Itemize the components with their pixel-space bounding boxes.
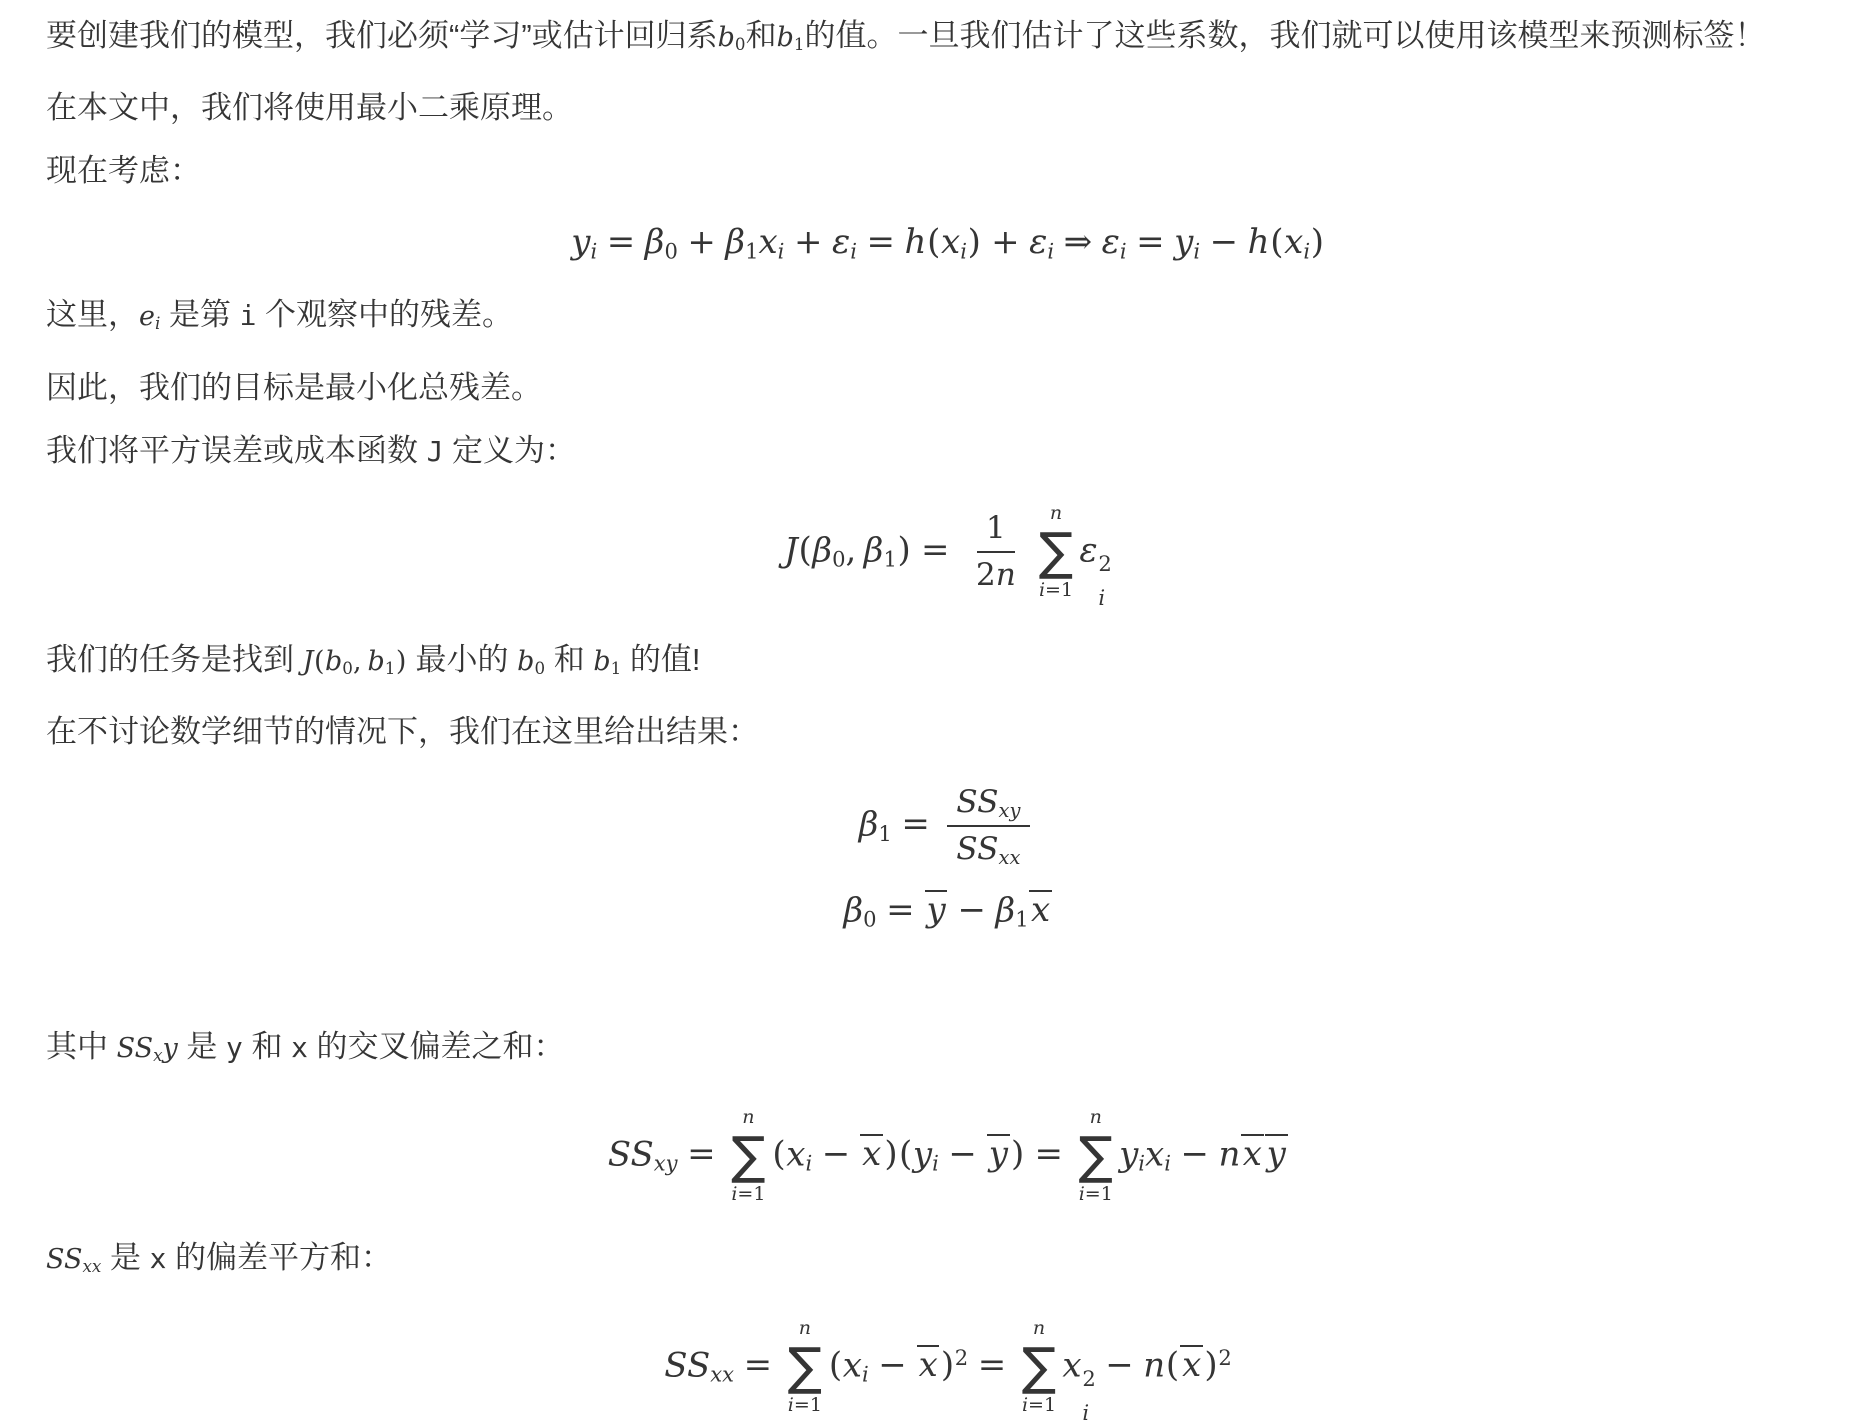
math-delimiter: ( bbox=[927, 222, 941, 263]
math-var: y bbox=[1119, 1134, 1139, 1175]
inline-math bbox=[718, 22, 746, 53]
math-var: SS bbox=[664, 1345, 711, 1386]
math-operator: − bbox=[1180, 1134, 1209, 1175]
math-var: ε bbox=[831, 222, 851, 263]
summation bbox=[788, 1318, 822, 1417]
math-sub: i bbox=[805, 1150, 813, 1176]
paragraph bbox=[46, 419, 1850, 483]
paragraph bbox=[46, 76, 1850, 139]
math-operator: = bbox=[606, 222, 636, 263]
math-sub: i bbox=[1303, 238, 1311, 264]
text-run: 在不讨论数学细节的情况下，我们在这里给出结果： bbox=[46, 713, 759, 749]
inline-code: x bbox=[291, 1030, 308, 1064]
fraction-numerator: 1 bbox=[977, 509, 1016, 553]
math-delimiter: ) bbox=[940, 1345, 955, 1386]
math-sub: xx bbox=[82, 1255, 102, 1276]
math-var: SS bbox=[46, 1243, 83, 1275]
text-run: 我们的任务是找到 bbox=[46, 641, 303, 677]
inline-code: y bbox=[226, 1030, 243, 1064]
paragraph bbox=[46, 139, 1850, 202]
math-delimiter: ) bbox=[1310, 222, 1325, 263]
sum-upper-limit: n bbox=[798, 1316, 811, 1339]
text-run: 是 bbox=[177, 1028, 227, 1064]
paragraph bbox=[46, 628, 1850, 700]
math-operator: = bbox=[1136, 222, 1165, 263]
math-operator: = bbox=[901, 804, 930, 845]
math-sub: i bbox=[1047, 238, 1055, 264]
math-var-bar: x bbox=[1182, 1345, 1202, 1386]
math-operator: − bbox=[878, 1345, 907, 1386]
math-sub: i bbox=[960, 238, 967, 264]
sigma-icon: ∑ bbox=[731, 1126, 766, 1186]
math-delimiter: ) bbox=[897, 530, 911, 571]
math-sub: i bbox=[861, 1361, 869, 1387]
math-operator: = bbox=[977, 1345, 1007, 1386]
math-var: β bbox=[812, 530, 833, 571]
math-sub: i bbox=[850, 238, 857, 264]
math-sub: i bbox=[932, 1150, 939, 1176]
math-var: J bbox=[784, 530, 798, 571]
math-sub: 1 bbox=[745, 238, 759, 264]
math-operator: = bbox=[886, 890, 915, 931]
math-var: b bbox=[517, 645, 535, 677]
math-operator: − bbox=[948, 1134, 977, 1175]
math-var-bar: x bbox=[918, 1345, 938, 1386]
math-var: x bbox=[941, 222, 961, 263]
math-formula bbox=[46, 783, 1850, 870]
math-var: x bbox=[1062, 1345, 1082, 1386]
math-sub: i bbox=[154, 313, 161, 334]
math-sub: i bbox=[1138, 1150, 1146, 1176]
text-run: 现在考虑： bbox=[46, 153, 201, 189]
math-sub: 0 bbox=[863, 906, 877, 932]
math-formula bbox=[46, 503, 1850, 608]
math-var: b bbox=[593, 645, 611, 677]
math-sup: 2 bbox=[954, 1344, 969, 1370]
math-delimiter: ( bbox=[828, 1345, 843, 1386]
inline-math bbox=[593, 646, 621, 677]
math-sub: 1 bbox=[1015, 906, 1029, 932]
math-operator: + bbox=[991, 222, 1020, 263]
math-var: b bbox=[367, 645, 385, 677]
math-sub: 0 bbox=[664, 238, 678, 264]
math-operator: = bbox=[687, 1134, 716, 1175]
math-sup: 2 bbox=[1082, 1365, 1096, 1391]
math-sub: i bbox=[1082, 1399, 1090, 1425]
sum-upper-limit: n bbox=[1089, 1105, 1102, 1128]
math-operator: − bbox=[1105, 1345, 1134, 1386]
math-delimiter: ( bbox=[898, 1134, 913, 1175]
blank-line bbox=[46, 952, 1850, 1015]
math-var: b bbox=[325, 645, 343, 677]
sigma-icon: ∑ bbox=[1021, 1337, 1057, 1397]
math-operator: = bbox=[866, 222, 895, 263]
math-sub: 1 bbox=[610, 657, 622, 678]
math-var: x bbox=[1145, 1134, 1165, 1175]
math-sub: i bbox=[1193, 238, 1201, 264]
inline-math bbox=[139, 301, 160, 332]
summation bbox=[1039, 503, 1073, 602]
math-var: β bbox=[863, 530, 884, 571]
fraction-denominator: 2n bbox=[975, 556, 1016, 593]
math-operator: = bbox=[1034, 1134, 1063, 1175]
math-sub: 1 bbox=[793, 34, 805, 55]
text-run: 要创建我们的模型，我们必须“学习”或估计回归系 bbox=[46, 18, 718, 53]
math-sub: 0 bbox=[534, 657, 546, 678]
text-run: 其中 bbox=[46, 1028, 117, 1064]
math-var: β bbox=[644, 222, 665, 263]
math-delimiter: ) bbox=[1011, 1134, 1025, 1175]
math-var: SS bbox=[956, 783, 999, 820]
text-run: 这里， bbox=[46, 297, 139, 333]
math-var: β bbox=[843, 890, 864, 931]
inline-code: i bbox=[239, 299, 257, 333]
math-operator: − bbox=[957, 890, 987, 931]
math-var: h bbox=[1247, 222, 1270, 263]
paragraph bbox=[46, 356, 1850, 419]
math-operator: = bbox=[920, 530, 950, 571]
math-var-bar: y bbox=[926, 890, 946, 931]
math-operator: + bbox=[687, 222, 716, 263]
math-operator: − bbox=[821, 1134, 851, 1175]
math-operator: = bbox=[743, 1345, 773, 1386]
math-var: b bbox=[776, 22, 794, 53]
math-comma: , bbox=[845, 530, 857, 571]
summation bbox=[731, 1107, 765, 1206]
inline-code: x bbox=[149, 1241, 167, 1275]
text-run: 在本文中，我们将使用最小二乘原理。 bbox=[46, 90, 573, 126]
math-var-bar: x bbox=[1030, 890, 1051, 931]
paragraph bbox=[46, 700, 1850, 763]
fraction-denominator bbox=[947, 827, 1030, 870]
math-sub: i bbox=[1119, 238, 1127, 264]
math-delimiter: ( bbox=[1165, 1345, 1180, 1386]
math-var: SS bbox=[956, 830, 999, 867]
math-sub: xx bbox=[710, 1361, 735, 1387]
math-sub: 0 bbox=[832, 546, 846, 572]
math-delimiter: ( bbox=[798, 530, 812, 571]
math-var: ε bbox=[1101, 222, 1120, 263]
sum-lower-limit: i=1 bbox=[1078, 1182, 1113, 1205]
math-var: x bbox=[1284, 222, 1304, 263]
paragraph bbox=[46, 1226, 1850, 1298]
sum-lower-limit: i=1 bbox=[1038, 578, 1074, 601]
math-sub: xy bbox=[998, 798, 1021, 822]
math-var: y bbox=[162, 1032, 178, 1064]
math-sub: 1 bbox=[878, 820, 892, 846]
math-sub: 1 bbox=[384, 657, 396, 678]
math-var: e bbox=[139, 301, 155, 333]
text-run: 和 bbox=[242, 1028, 292, 1064]
sum-lower-limit: i=1 bbox=[787, 1393, 822, 1416]
text-run: 是第 bbox=[160, 297, 240, 333]
math-supsub bbox=[1098, 550, 1112, 610]
sigma-icon: ∑ bbox=[1038, 522, 1074, 582]
math-sub: 1 bbox=[883, 546, 897, 572]
paragraph bbox=[46, 4, 1850, 76]
math-var: x bbox=[842, 1345, 862, 1386]
math-delimiter: ) bbox=[1204, 1345, 1218, 1386]
math-var: SS bbox=[116, 1032, 154, 1064]
math-var: J bbox=[302, 645, 314, 677]
math-var: y bbox=[1174, 222, 1194, 263]
math-formula bbox=[46, 890, 1850, 932]
sigma-icon: ∑ bbox=[787, 1337, 823, 1397]
math-formula bbox=[46, 1107, 1850, 1206]
text-run: 的交叉偏差之和： bbox=[307, 1028, 565, 1064]
text-run: 的偏差平方和： bbox=[166, 1239, 393, 1275]
math-operator: − bbox=[1209, 222, 1239, 263]
math-var: n bbox=[1218, 1134, 1241, 1175]
math-formula bbox=[46, 222, 1850, 263]
math-var: x bbox=[758, 222, 778, 263]
math-delimiter: ) bbox=[967, 222, 981, 263]
math-comma: , bbox=[352, 645, 362, 677]
math-sub: i bbox=[590, 238, 598, 264]
text-run: 的值! bbox=[621, 641, 701, 677]
math-var: β bbox=[725, 222, 746, 263]
math-var-bar: x bbox=[1242, 1134, 1262, 1175]
math-delimiter: ( bbox=[1270, 222, 1284, 263]
inline-math bbox=[517, 646, 545, 677]
math-sup: 2 bbox=[1098, 550, 1112, 576]
sum-upper-limit: n bbox=[742, 1105, 755, 1128]
math-operator: ⇒ bbox=[1063, 222, 1093, 263]
summation bbox=[1079, 1107, 1113, 1206]
text-run: 因此，我们的目标是最小化总残差。 bbox=[46, 369, 542, 405]
math-sub: 0 bbox=[734, 34, 746, 55]
sum-lower-limit: i=1 bbox=[1021, 1393, 1057, 1416]
math-sub: 0 bbox=[342, 657, 353, 678]
sum-upper-limit: n bbox=[1032, 1316, 1046, 1339]
inline-math bbox=[303, 646, 407, 677]
text-run: 个观察中的残差。 bbox=[256, 297, 513, 333]
text-run: 和 bbox=[745, 18, 777, 53]
math-var: n bbox=[1143, 1345, 1166, 1386]
math-delimiter: ) bbox=[395, 645, 407, 677]
math-sub: x bbox=[153, 1044, 163, 1065]
math-sub: i bbox=[1164, 1150, 1171, 1176]
math-var: SS bbox=[607, 1134, 654, 1175]
text-run: 最小的 bbox=[406, 641, 518, 677]
sum-lower-limit: i=1 bbox=[731, 1182, 766, 1205]
math-var: y bbox=[912, 1134, 933, 1175]
math-fraction bbox=[966, 509, 1025, 594]
math-var-bar: y bbox=[988, 1134, 1008, 1175]
math-sub: xx bbox=[998, 845, 1021, 869]
math-var: ε bbox=[1029, 222, 1048, 263]
paragraph bbox=[46, 283, 1850, 355]
math-var: b bbox=[717, 22, 735, 53]
math-operator: + bbox=[793, 222, 823, 263]
math-var-bar: x bbox=[862, 1134, 882, 1175]
math-sub: i bbox=[1098, 584, 1106, 610]
math-var: ε bbox=[1079, 530, 1098, 571]
text-run: 的值。一旦我们估计了这些系数，我们就可以使用该模型来预测标签！ bbox=[804, 18, 1766, 53]
sum-upper-limit: n bbox=[1049, 501, 1063, 524]
math-var-bar: y bbox=[1266, 1134, 1286, 1175]
text-run: 和 bbox=[545, 641, 594, 677]
inline-math bbox=[117, 1033, 178, 1064]
math-sup: 2 bbox=[1218, 1344, 1232, 1370]
paragraph bbox=[46, 1015, 1850, 1087]
text-run: 我们将平方误差或成本函数 bbox=[46, 432, 427, 468]
inline-math bbox=[777, 22, 805, 53]
math-formula bbox=[46, 1318, 1850, 1423]
math-delimiter: ) bbox=[884, 1134, 898, 1175]
math-supsub bbox=[1082, 1365, 1096, 1425]
sigma-icon: ∑ bbox=[1078, 1126, 1113, 1186]
math-var: β bbox=[995, 890, 1016, 931]
math-delimiter: ( bbox=[313, 645, 325, 677]
inline-code: J bbox=[426, 434, 444, 468]
summation bbox=[1022, 1318, 1056, 1417]
inline-math bbox=[46, 1244, 101, 1275]
math-var: h bbox=[904, 222, 927, 263]
math-sub: xy bbox=[653, 1150, 678, 1176]
math-fraction bbox=[947, 783, 1030, 870]
math-var: y bbox=[571, 222, 591, 263]
text-run: 是 bbox=[101, 1239, 150, 1275]
math-delimiter: ( bbox=[772, 1134, 786, 1175]
math-sub: i bbox=[777, 238, 785, 264]
text-run: 定义为： bbox=[443, 432, 577, 468]
math-var: β bbox=[858, 804, 879, 845]
math-var: x bbox=[786, 1134, 806, 1175]
fraction-numerator bbox=[947, 783, 1030, 828]
